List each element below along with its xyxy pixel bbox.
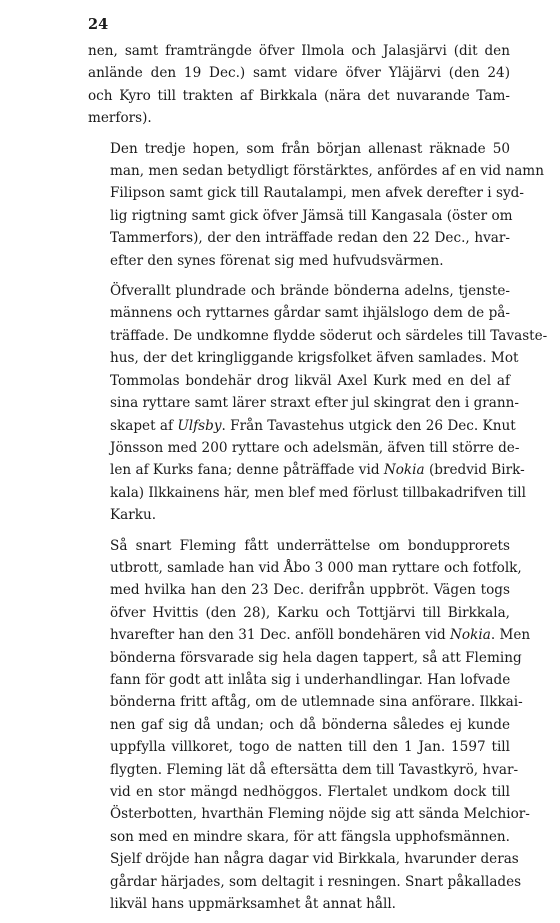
text-line: gårdar härjades, som deltagit i resningen. Snart påkallades: [110, 873, 522, 890]
text-line: med hvilka han den 23 Dec. derifrån uppbröt. Vägen togs: [110, 582, 510, 599]
text-line: efter den synes förenat sig med hufvudsvärmen.: [110, 252, 444, 269]
text-line: skapet af Ulfsby. Från Tavastehus utgick den 26 Dec. Knut: [110, 417, 516, 434]
text-line: männens och ryttarnes gårdar samt ihjälslogo dem de på-: [110, 305, 510, 322]
text-line: anlände den 19 Dec.) samt vidare öfver Yläjärvi (den 24): [88, 65, 510, 82]
text-line: hvarefter han den 31 Dec. anföll bondehären vid Nokia. Men: [110, 627, 531, 644]
text-line: Jönsson med 200 ryttare och adelsmän, äfven till större de-: [110, 439, 520, 456]
text-line: Tommolas bondehär drog likväl Axel Kurk med en del af: [110, 372, 510, 389]
paragraph: [88, 280, 548, 526]
text-line: nen gaf sig då undan; och då bönderna således ej kunde: [110, 716, 510, 733]
text-line: sina ryttare samt lärer straxt efter jul skingrat den i grann-: [110, 395, 519, 412]
paragraph: [88, 40, 510, 130]
text-line: öfver Hvittis (den 28), Karku och Tottjärvi till Birkkala,: [110, 604, 510, 621]
text-line: uppfylla villkoret, togo de natten till den 1 Jan. 1597 till: [110, 739, 510, 756]
text-line: Filipson samt gick till Rautalampi, men afvek derefter i syd-: [110, 185, 524, 202]
text-line: utbrott, samlade han vid Åbo 3 000 man ryttare och fotfolk,: [110, 559, 522, 576]
text-line: nen, samt framträngde öfver Ilmola och Jalasjärvi (dit den: [88, 43, 510, 59]
text-line: len af Kurks fana; denne påträffade vid Nokia (bredvid Birk-: [110, 462, 525, 479]
paragraph: [88, 535, 531, 916]
text-line: son med en mindre skara, för att fängsla upphofsmännen.: [110, 828, 510, 845]
text-line: fann för godt att inlåta sig i underhandlingar. Han lofvade: [110, 671, 511, 688]
paragraph: [88, 138, 544, 272]
text-line: Sjelf dröjde han några dagar vid Birkkala, hvarunder deras: [110, 851, 519, 868]
text-line: bönderna försvarade sig hela dagen tappert, så att Fleming: [110, 649, 522, 666]
text-line: Karku.: [110, 507, 157, 524]
text-line: Den tredje hopen, som från början allenast räknade 50: [110, 140, 510, 157]
text-line: hus, der det kringliggande krigsfolket äfven samlades. Mot: [110, 350, 519, 367]
text-line: lig rigtning samt gick öfver Jämsä till Kangasala (öster om: [110, 207, 513, 224]
text-line: och Kyro till trakten af Birkkala (nära det nuvarande Tam-: [88, 87, 510, 104]
text-line: flygten. Fleming lät då eftersätta dem till Tavastkyrö, hvar-: [110, 761, 519, 778]
text-line: kala) Ilkkainens här, men blef med förlust tillbakadrifven till: [110, 484, 526, 501]
text-line: träffade. De undkomne flydde söderut och särdeles till Tavaste-: [110, 327, 548, 344]
text-line: vid en stor mängd nedhöggos. Flertalet undkom dock till: [110, 784, 510, 800]
text-line: Öfverallt plundrade och brände bönderna adelns, tjenste-: [110, 283, 510, 300]
text-line: Tammerfors), der den inträffade redan den 22 Dec., hvar-: [110, 230, 510, 247]
text-line: Österbotten, hvarthän Fleming nöjde sig att sända Melchior-: [110, 806, 530, 823]
page-number: 24: [88, 16, 109, 33]
text-line: man, men sedan betydligt förstärktes, anfördes af en vid namn: [110, 163, 544, 180]
document-page: [88, 14, 548, 923]
text-line: likväl hans uppmärksamhet åt annat håll.: [110, 896, 397, 913]
text-line: merfors).: [88, 110, 152, 127]
text-line: Så snart Fleming fått underrättelse om bondupprorets: [110, 537, 510, 554]
text-line: bönderna fritt aftåg, om de utlemnade sina anförare. Ilkkai-: [110, 694, 523, 711]
